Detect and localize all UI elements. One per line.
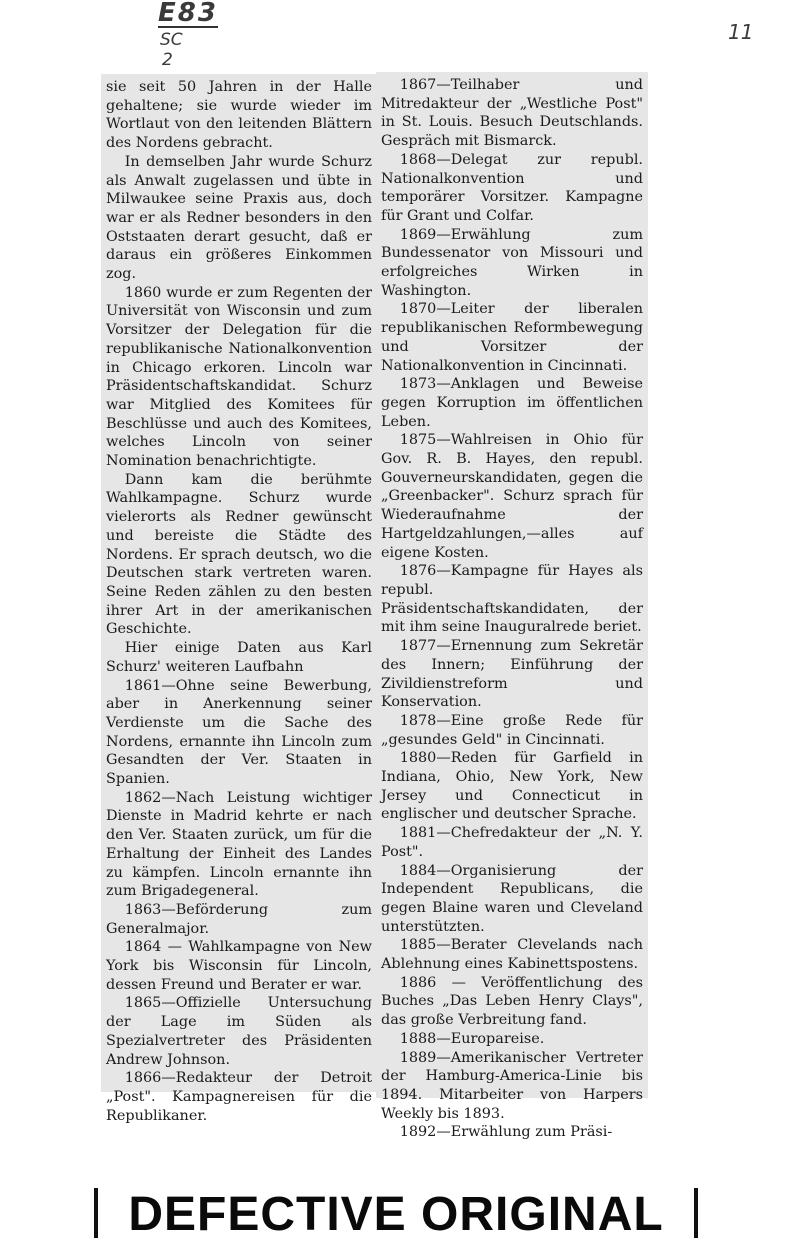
right-paragraph: 1888—Europareise. [399,1030,545,1047]
left-paragraph: 1860 wurde er zum Regenten der Universität von Wisconsin und zum Vorsitzer der Delegation für die republikanische Nationalkonvention in Chicago erkoren. Lincoln war Präsidentschaftskandidat. Schurz war Mitglied des Komitees für Beschlüsse und auch des Komitees, welches Lincoln von seiner Nomination benachrichtigte. [106,284,372,470]
left-paragraph: 1864 — Wahlkampagne von New York bis Wisconsin für Lincoln, dessen Freund und Berater er war. [106,939,372,993]
right-paragraph: 1868—Delegat zur republ. Nationalkonvention und temporärer Vorsitzer. Kampagne für Grant und Colfar. [381,151,643,224]
right-paragraph: 1877—Ernennung zum Sekretär des Innern; Einführung der Zivildienstreform und Konservation. [381,638,643,711]
right-paragraph: 1881—Chefredakteur der „N. Y. Post". [381,825,643,860]
left-paragraph: 1865—Offizielle Untersuchung der Lage im Süden als Spezialvertreter des Präsidenten Andrew Johnson. [106,995,372,1068]
archive-code-annotation: E83 [158,0,218,28]
left-paragraph: Hier einige Daten aus Karl Schurz' weiteren Laufbahn [106,640,372,675]
right-paragraph: 1889—Amerikanischer Vertreter der Hamburg-America-Linie bis 1894. Mitarbeiter von Harpers Weekly bis 1893. [381,1049,643,1122]
right-column [381,76,643,1142]
left-paragraph: 1863—Beförderung zum Generalmajor. [106,901,372,937]
right-paragraph: 1869—Erwählung zum Bundessenator von Missouri und erfolgreiches Wirken in Washington. [381,226,643,299]
right-paragraph: 1884—Organisierung der Independent Republicans, die gegen Blaine waren und Cleveland unterstützten. [381,862,643,935]
left-paragraph: sie seit 50 Jahren in der Halle gehaltene; sie wurde wieder im Wortlaut von den leitenden Blättern des Nordens gebracht. [106,79,372,152]
left-paragraph: 1862—Nach Leistung wichtiger Dienste in Madrid kehrte er nach den Ver. Staaten zurück, um für die Erhaltung der Einheit des Landes zu kämpfen. Lincoln ernannte ihn zum Brigadegeneral. [106,789,372,900]
collection-code-annotation: SC [160,30,183,50]
right-paragraph: 1875—Wahlreisen in Ohio für Gov. R. B. Hayes, den republ. Gouverneurskandidaten, gegen die „Greenbacker". Schurz sprach für Wiederaufnahme der Hartgeldzahlungen,—alles auf eigene Kosten. [381,432,643,561]
left-paragraph: In demselben Jahr wurde Schurz als Anwalt zugelassen und übte in Milwaukee seine Praxis aus, doch war er als Redner besonders in den Oststaaten derart gesucht, daß er daraus ein größeres Einkommen zog. [106,153,372,283]
right-paragraph: 1870—Leiter der liberalen republikanischen Reformbewegung und Vorsitzer der Nationalkonvention in Cincinnati. [381,301,643,374]
sheet-number-annotation: 2 [162,50,173,70]
right-paragraph: 1878—Eine große Rede für „gesundes Geld" in Cincinnati. [381,712,643,748]
left-paragraph: 1866—Redakteur der Detroit „Post". Kampagnereisen für die Republikaner. [106,1070,372,1124]
right-paragraph: 1892—Erwählung zum Präsi- [399,1124,613,1141]
right-paragraph: 1867—Teilhaber und Mitredakteur der „Westliche Post" in St. Louis. Besuch Deutschlands. Gespräch mit Bismarck. [381,77,643,150]
defective-original-stamp: DEFECTIVE ORIGINAL [94,1188,698,1238]
right-paragraph: 1876—Kampagne für Hayes als republ. Präsidentschaftskandidaten, der mit ihm seine Inauguralrede beriet. [381,563,643,636]
right-paragraph: 1873—Anklagen und Beweise gegen Korruption im öffentlichen Leben. [381,376,643,430]
right-paragraph: 1886 — Veröffentlichung des Buches „Das Leben Henry Clays", das große Verbreitung fand. [381,974,643,1029]
left-paragraph: 1861—Ohne seine Bewerbung, aber in Anerkennung seiner Verdienste um die Sache des Nordens, ernannte ihn Lincoln zum Gesandten der Ver. Staaten in Spanien. [106,677,372,788]
left-column [106,78,372,1125]
left-paragraph: Dann kam die berühmte Wahlkampagne. Schurz wurde vielerorts als Redner gewünscht und bereiste die Städte des Nordens. Er sprach deutsch, wo die Deutschen stark vertreten waren. Seine Reden zählen zu den besten ihrer Art in der amerikanischen Geschichte. [106,471,372,638]
right-paragraph: 1880—Reden für Garfield in Indiana, Ohio, New York, New Jersey und Connecticut in englischer und deutscher Sprache. [381,750,643,823]
right-paragraph: 1885—Berater Clevelands nach Ablehnung eines Kabinettspostens. [381,937,643,973]
page-number-annotation: 11 [728,20,754,44]
